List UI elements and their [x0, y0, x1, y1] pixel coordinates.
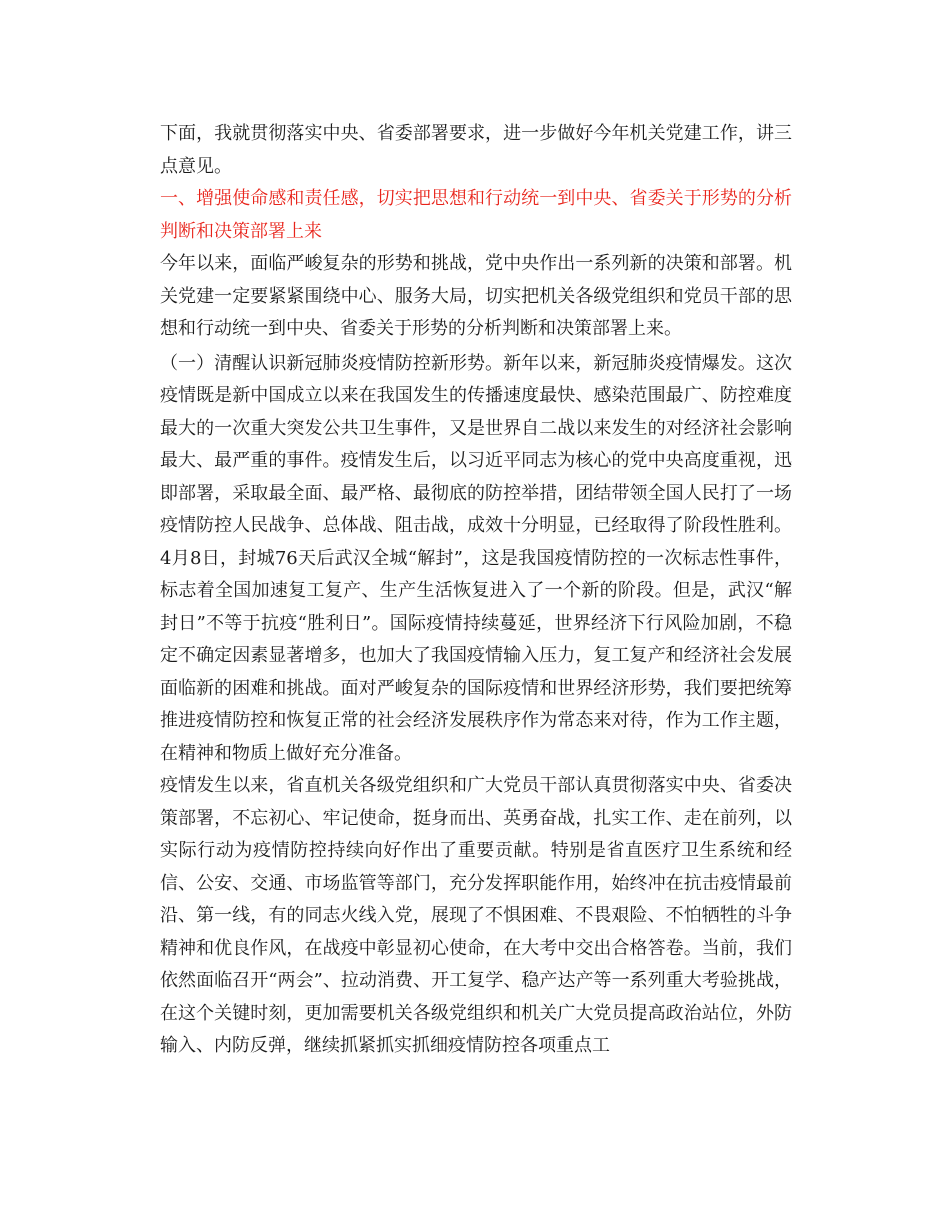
subsection-paragraph: （一）清醒认识新冠肺炎疫情防控新形势。新年以来，新冠肺炎疫情爆发。这次疫情既是新中国成立以来在我国发生的传播速度最快、感染范围最广、防控难度最大的一次重大突发公共卫生事件，又是世界自二战以来发生的对经济社会影响最大、最严重的事件。疫情发生后，以习近平同志为核心的党中央高度重视，迅即部署，采取最全面、最严格、最彻底的防控举措，团结带领全国人民打了一场疫情防控人民战争、总体战、阻击战，成效十分明显，已经取得了阶段性胜利。4月8日，封城76天后武汉全城“解封”，这是我国疫情防控的一次标志性事件，标志着全国加速复工复产、生产生活恢复进入了一个新的阶段。但是，武汉“解封日”不等于抗疫“胜利日”。国际疫情持续蔓延，世界经济下行风险加剧，不稳定不确定因素显著增多，也加大了我国疫情输入压力，复工复产和经济社会发展面临新的困难和挑战。面对严峻复杂的国际疫情和世界经济形势，我们要把统筹推进疫情防控和恢复正常的社会经济发展秩序作为常态来对待，作为工作主题，在精神和物质上做好充分准备。 [160, 352, 792, 764]
body-paragraph: 今年以来，面临严峻复杂的形势和挑战，党中央作出一系列新的决策和部署。机关党建一定要紧紧围绕中心、服务大局，切实把机关各级党组织和党员干部的思想和行动统一到中央、省委关于形势的分析判断和决策部署上来。 [160, 253, 792, 339]
section-heading: 一、增强使命感和责任感，切实把思想和行动统一到中央、省委关于形势的分析判断和决策部署上来 [160, 188, 792, 242]
body-paragraph-continued: 疫情发生以来，省直机关各级党组织和广大党员干部认真贯彻落实中央、省委决策部署，不忘初心、牢记使命，挺身而出、英勇奋战，扎实工作、走在前列，以实际行动为疫情防控持续向好作出了重要贡献。特别是省直医疗卫生系统和经信、公安、交通、市场监管等部门，充分发挥职能作用，始终冲在抗击疫情最前沿、第一线，有的同志火线入党，展现了不惧困难、不畏艰险、不怕牺牲的斗争精神和优良作风，在战疫中彰显初心使命，在大考中交出合格答卷。当前，我们依然面临召开“两会”、拉动消费、开工复学、稳产达产等一系列重大考验挑战，在这个关键时刻，更加需要机关各级党组织和机关广大党员提高政治站位，外防输入、内防反弹，继续抓紧抓实抓细疫情防控各项重点工 [160, 775, 792, 1056]
intro-paragraph: 下面，我就贯彻落实中央、省委部署要求，进一步做好今年机关党建工作，讲三点意见。 [160, 123, 792, 177]
document-body [160, 118, 792, 1063]
